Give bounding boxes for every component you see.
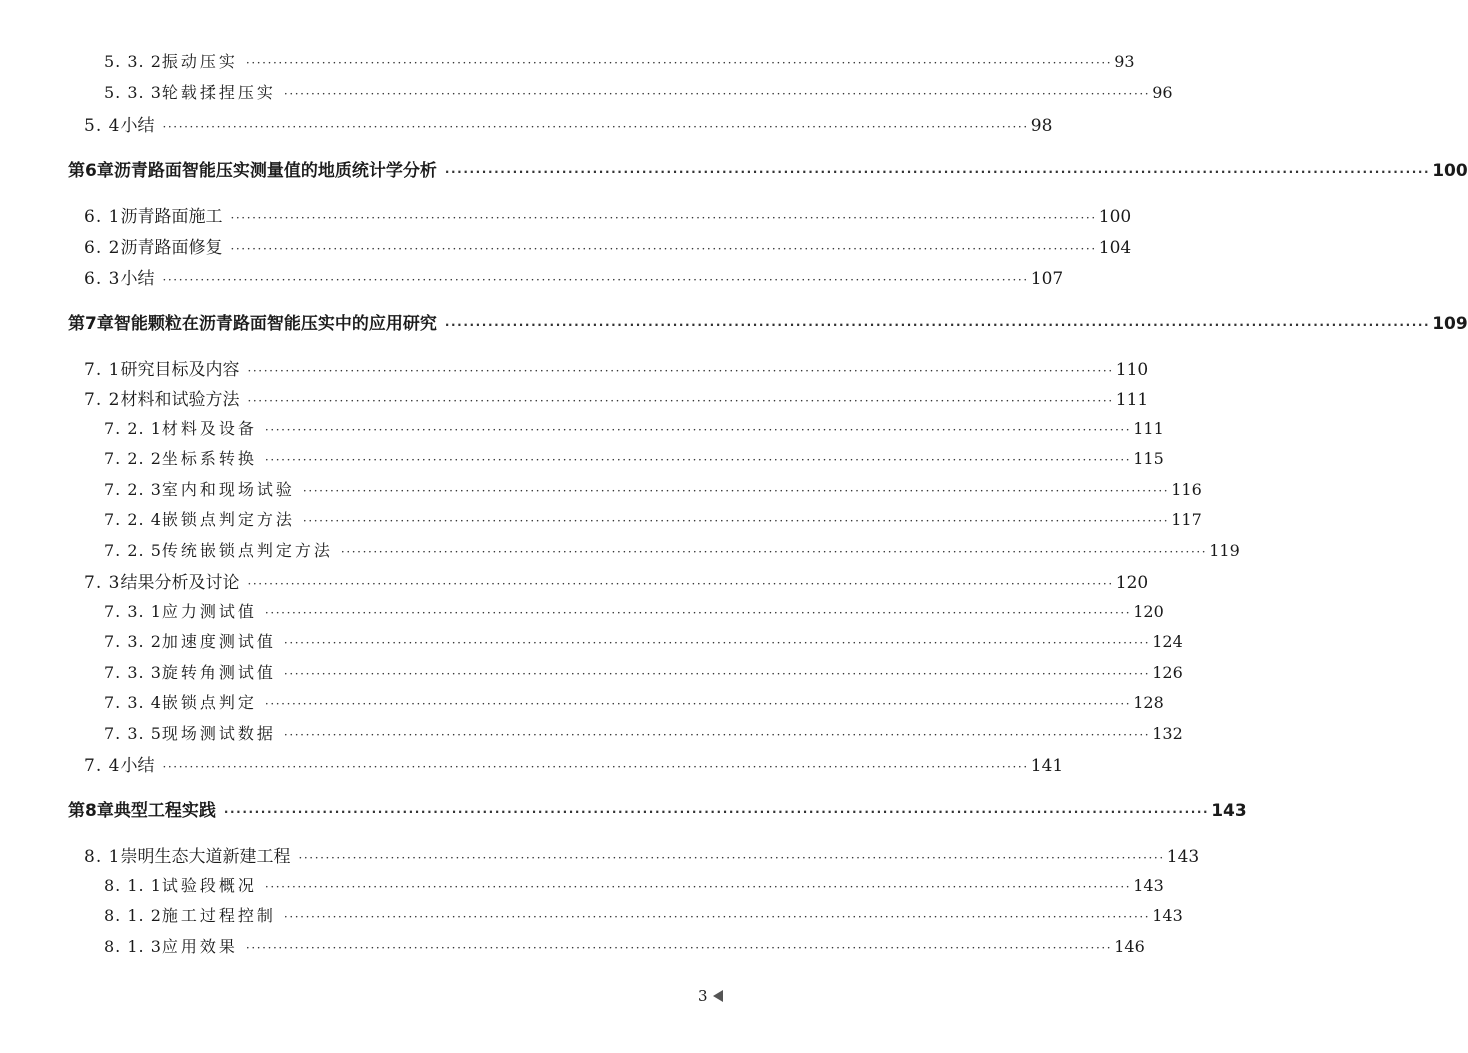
- toc-entry-number: 8. 1. 3: [104, 937, 162, 956]
- toc-entry-number: 第6章: [68, 161, 114, 181]
- toc-entry-number: 5. 3. 3: [104, 83, 162, 102]
- toc-entry-number: 7. 3. 1: [104, 602, 162, 621]
- toc-subsection: [104, 721, 1183, 744]
- toc-entry-title: 沥青路面修复: [120, 238, 223, 258]
- toc-subsection: [104, 934, 1145, 957]
- toc-entry-number: 6. 1: [84, 207, 121, 227]
- toc-entry-title: 试验段概况: [161, 876, 257, 895]
- toc-section: [84, 842, 1200, 867]
- toc-entry-title: 施工过程控制: [161, 906, 276, 925]
- toc-section: [84, 751, 1064, 776]
- page-footer: [698, 987, 723, 1005]
- toc-entry-number: 7. 2: [84, 390, 121, 410]
- dot-leader: ································································································································································: [444, 165, 1431, 179]
- toc-subsection: [104, 629, 1183, 652]
- toc-entry-title: 沥青路面施工: [120, 207, 223, 227]
- toc-entry-page: 116: [1171, 480, 1202, 499]
- toc-entry-page: 100: [1098, 207, 1132, 227]
- toc-section: [84, 111, 1053, 136]
- toc-subsection: [104, 507, 1202, 530]
- toc-entry-number: 6. 3: [84, 269, 121, 289]
- toc-entry-title: 结果分析及讨论: [120, 573, 240, 593]
- toc-entry-title: 材料和试验方法: [120, 390, 240, 410]
- dot-leader: ································································································································································: [264, 423, 1132, 437]
- toc-entry-page: 107: [1030, 269, 1064, 289]
- toc-entry-page: 146: [1114, 937, 1145, 956]
- toc-entry-page: 100: [1432, 161, 1468, 181]
- dot-leader: ································································································································································: [162, 273, 1029, 287]
- dot-leader: ································································································································································: [283, 910, 1151, 924]
- toc-chapter: [68, 309, 1468, 334]
- dot-leader: ································································································································································: [444, 318, 1431, 332]
- toc-section: [84, 202, 1132, 227]
- toc-entry-page: 141: [1030, 756, 1064, 776]
- toc-entry-page: 115: [1133, 449, 1164, 468]
- dot-leader: ································································································································································: [223, 805, 1210, 819]
- toc-subsection: [104, 903, 1183, 926]
- toc-subsection: [104, 873, 1164, 896]
- toc-subsection: [104, 599, 1164, 622]
- toc-entry-title: 典型工程实践: [113, 801, 216, 821]
- left-triangle-icon: [713, 990, 723, 1002]
- dot-leader: ································································································································································: [264, 880, 1132, 894]
- dot-leader: ································································································································································: [247, 364, 1114, 378]
- toc-entry-title: 小结: [120, 269, 155, 289]
- toc-section: [84, 568, 1149, 593]
- toc-entry-number: 第8章: [68, 801, 114, 821]
- toc-entry-page: 117: [1171, 510, 1202, 529]
- toc-entry-number: 7. 2. 3: [104, 480, 162, 499]
- toc-entry-page: 143: [1211, 801, 1247, 821]
- toc-entry-number: 7. 2. 1: [104, 419, 162, 438]
- dot-leader: ································································································································································: [302, 514, 1170, 528]
- dot-leader: ································································································································································: [264, 453, 1132, 467]
- toc-entry-number: 8. 1: [84, 847, 121, 867]
- toc-entry-page: 120: [1115, 573, 1149, 593]
- toc-section: [84, 264, 1064, 289]
- dot-leader: ································································································································································: [245, 941, 1113, 955]
- toc-entry-title: 小结: [120, 756, 155, 776]
- toc-entry-page: 128: [1133, 693, 1164, 712]
- toc-subsection: [104, 416, 1164, 439]
- toc-subsection: [104, 660, 1183, 683]
- toc-entry-page: 126: [1152, 663, 1183, 682]
- toc-entry-title: 振动压实: [161, 52, 238, 71]
- toc-entry-number: 7. 3. 2: [104, 632, 162, 651]
- dot-leader: ································································································································································: [162, 120, 1029, 134]
- toc-entry-page: 98: [1030, 116, 1053, 136]
- toc-entry-number: 7. 2. 2: [104, 449, 162, 468]
- toc-entry-page: 143: [1133, 876, 1164, 895]
- dot-leader: ································································································································································: [298, 851, 1165, 865]
- toc-chapter: [68, 156, 1468, 181]
- toc-subsection: [104, 477, 1202, 500]
- toc-entry-page: 143: [1166, 847, 1200, 867]
- dot-leader: ································································································································································: [340, 545, 1208, 559]
- toc-chapter: [68, 796, 1247, 821]
- toc-entry-page: 124: [1152, 632, 1183, 651]
- toc-entry-page: 109: [1432, 314, 1468, 334]
- toc-subsection: [104, 446, 1164, 469]
- toc-entry-title: 研究目标及内容: [120, 360, 240, 380]
- toc-entry-number: 7. 3: [84, 573, 121, 593]
- dot-leader: ································································································································································: [247, 394, 1114, 408]
- toc-subsection: [104, 49, 1135, 72]
- dot-leader: ································································································································································: [283, 87, 1151, 101]
- toc-section: [84, 233, 1132, 258]
- toc-entry-title: 现场测试数据: [161, 724, 276, 743]
- toc-entry-title: 坐标系转换: [161, 449, 257, 468]
- dot-leader: ································································································································································: [283, 667, 1151, 681]
- toc-entry-title: 嵌锁点判定: [161, 693, 257, 712]
- toc-entry-title: 材料及设备: [161, 419, 257, 438]
- toc-entry-number: 7. 4: [84, 756, 121, 776]
- toc-entry-page: 120: [1133, 602, 1164, 621]
- toc-entry-number: 7. 3. 5: [104, 724, 162, 743]
- toc-entry-page: 132: [1152, 724, 1183, 743]
- toc-subsection: [104, 538, 1240, 561]
- toc-entry-number: 7. 3. 3: [104, 663, 162, 682]
- toc-entry-page: 111: [1133, 419, 1164, 438]
- toc-entry-title: 室内和现场试验: [161, 480, 295, 499]
- dot-leader: ································································································································································: [264, 606, 1132, 620]
- toc-entry-title: 加速度测试值: [161, 632, 276, 651]
- toc-entry-number: 7. 3. 4: [104, 693, 162, 712]
- dot-leader: ································································································································································: [245, 56, 1113, 70]
- toc-entry-number: 8. 1. 2: [104, 906, 162, 925]
- toc-entry-number: 7. 2. 4: [104, 510, 162, 529]
- toc-entry-page: 143: [1152, 906, 1183, 925]
- toc-subsection: [104, 80, 1173, 103]
- toc-entry-number: 8. 1. 1: [104, 876, 162, 895]
- toc-entry-page: 111: [1115, 390, 1149, 410]
- toc-entry-title: 应用效果: [161, 937, 238, 956]
- toc-entry-title: 崇明生态大道新建工程: [120, 847, 291, 867]
- toc-section: [84, 385, 1149, 410]
- toc-section: [84, 355, 1149, 380]
- dot-leader: ································································································································································: [283, 636, 1151, 650]
- toc-entry-page: 110: [1115, 360, 1149, 380]
- toc-entry-title: 应力测试值: [161, 602, 257, 621]
- toc-entry-number: 7. 1: [84, 360, 121, 380]
- dot-leader: ································································································································································: [247, 577, 1114, 591]
- toc-entry-title: 小结: [120, 116, 155, 136]
- toc-entry-page: 104: [1098, 238, 1132, 258]
- toc-entry-title: 轮载揉捏压实: [161, 83, 276, 102]
- toc-entry-title: 旋转角测试值: [161, 663, 276, 682]
- dot-leader: ································································································································································: [162, 760, 1029, 774]
- toc-entry-number: 7. 2. 5: [104, 541, 162, 560]
- dot-leader: ································································································································································: [230, 242, 1097, 256]
- toc-entry-title: 传统嵌锁点判定方法: [161, 541, 333, 560]
- toc-entry-number: 6. 2: [84, 238, 121, 258]
- dot-leader: ································································································································································: [283, 728, 1151, 742]
- toc-entry-page: 93: [1114, 52, 1135, 71]
- toc-entry-title: 嵌锁点判定方法: [161, 510, 295, 529]
- toc-entry-number: 5. 4: [84, 116, 121, 136]
- toc-entry-title: 沥青路面智能压实测量值的地质统计学分析: [113, 161, 437, 181]
- toc-entry-page: 96: [1152, 83, 1173, 102]
- toc-entry-page: 119: [1209, 541, 1240, 560]
- dot-leader: ································································································································································: [264, 697, 1132, 711]
- page-number: 3: [698, 987, 708, 1005]
- toc-entry-number: 第7章: [68, 314, 114, 334]
- toc-entry-number: 5. 3. 2: [104, 52, 162, 71]
- toc-subsection: [104, 690, 1164, 713]
- toc-entry-title: 智能颗粒在沥青路面智能压实中的应用研究: [113, 314, 437, 334]
- dot-leader: ································································································································································: [302, 484, 1170, 498]
- dot-leader: ································································································································································: [230, 211, 1097, 225]
